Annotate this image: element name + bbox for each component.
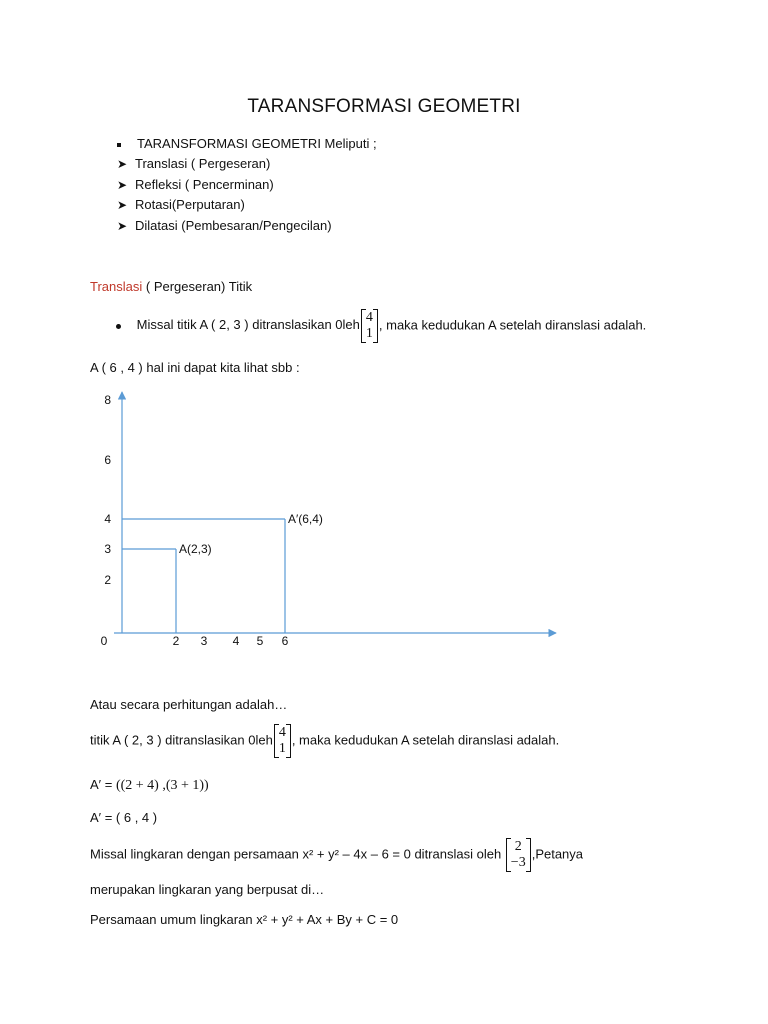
x-tick-label: 6 (281, 634, 289, 648)
calc-line (90, 724, 559, 758)
example-text-after: , maka kedudukan A setelah diranslasi adalah. (378, 317, 647, 333)
translation-matrix: 4 1 (361, 309, 378, 343)
list-item (117, 156, 270, 171)
y-tick-label: 6 (104, 453, 111, 467)
arrow-bullet-icon: ➤ (117, 178, 128, 192)
section-heading-rest: ( Pergeseran) Titik (142, 279, 253, 294)
page-title: TARANSFORMASI GEOMETRI (247, 96, 521, 117)
list-item (117, 197, 245, 212)
x-tick-label: 2 (172, 634, 180, 648)
calc-intro: Atau secara perhitungan adalah… (90, 697, 288, 712)
list-item-label: Dilatasi (Pembesaran/Pengecilan) (135, 218, 332, 233)
round-bullet-icon (116, 324, 121, 329)
section-heading-red: Translasi (90, 279, 143, 294)
circle-text-after: ,Petanya (531, 846, 584, 862)
equation-1 (90, 777, 209, 794)
y-tick-label: 4 (104, 512, 111, 526)
result-line: A ( 6 , 4 ) hal ini dapat kita lihat sbb : (90, 360, 300, 375)
equation-1-right: ((2 + 4) ,(3 + 1)) (115, 778, 209, 793)
x-tick-label: 3 (200, 634, 208, 648)
list-item-label: Translasi ( Pergeseran) (135, 156, 271, 171)
circle-text-before: Missal lingkaran dengan persamaan x² + y² – 4x – 6 = 0 ditranslasi oleh (90, 846, 502, 862)
arrow-bullet-icon: ➤ (117, 198, 128, 212)
x-tick-label: 0 (100, 634, 108, 648)
equation-1-left: A′ = (90, 777, 113, 792)
arrow-bullet-icon: ➤ (117, 157, 128, 171)
list-item (117, 177, 274, 192)
calc-text-before: titik A ( 2, 3 ) ditranslasikan 0leh (90, 732, 273, 748)
circle-line-1 (90, 838, 583, 872)
y-tick-label: 3 (104, 542, 111, 556)
list-item (117, 218, 332, 233)
intro-bullet (117, 136, 377, 151)
equation-2: A′ = ( 6 , 4 ) (90, 810, 158, 825)
section-heading (90, 279, 252, 294)
y-tick-label: 8 (104, 393, 111, 407)
list-item-label: Refleksi ( Pencerminan) (135, 177, 274, 192)
example-line (116, 309, 646, 343)
circle-line-2: merupakan lingkaran yang berpusat di… (90, 882, 325, 897)
point-label: A(2,3) (179, 542, 212, 556)
translation-matrix: 4 1 (274, 724, 291, 758)
arrow-bullet-icon: ➤ (117, 219, 128, 233)
square-bullet-icon (117, 143, 121, 147)
point-label: A′(6,4) (288, 512, 323, 526)
x-tick-label: 4 (232, 634, 240, 648)
coordinate-chart (0, 380, 768, 680)
calc-text-after: , maka kedudukan A setelah diranslasi adalah. (291, 732, 560, 748)
y-tick-label: 2 (104, 573, 111, 587)
circle-line-3: Persamaan umum lingkaran x² + y² + Ax + By + C = 0 (90, 912, 399, 927)
x-tick-label: 5 (256, 634, 264, 648)
list-item-label: Rotasi(Perputaran) (135, 197, 245, 212)
example-text-before: Missal titik A ( 2, 3 ) ditranslasikan 0leh (136, 317, 360, 333)
intro-bullet-text: TARANSFORMASI GEOMETRI Meliputi ; (137, 136, 377, 151)
translation-matrix: 2 −3 (506, 838, 531, 872)
